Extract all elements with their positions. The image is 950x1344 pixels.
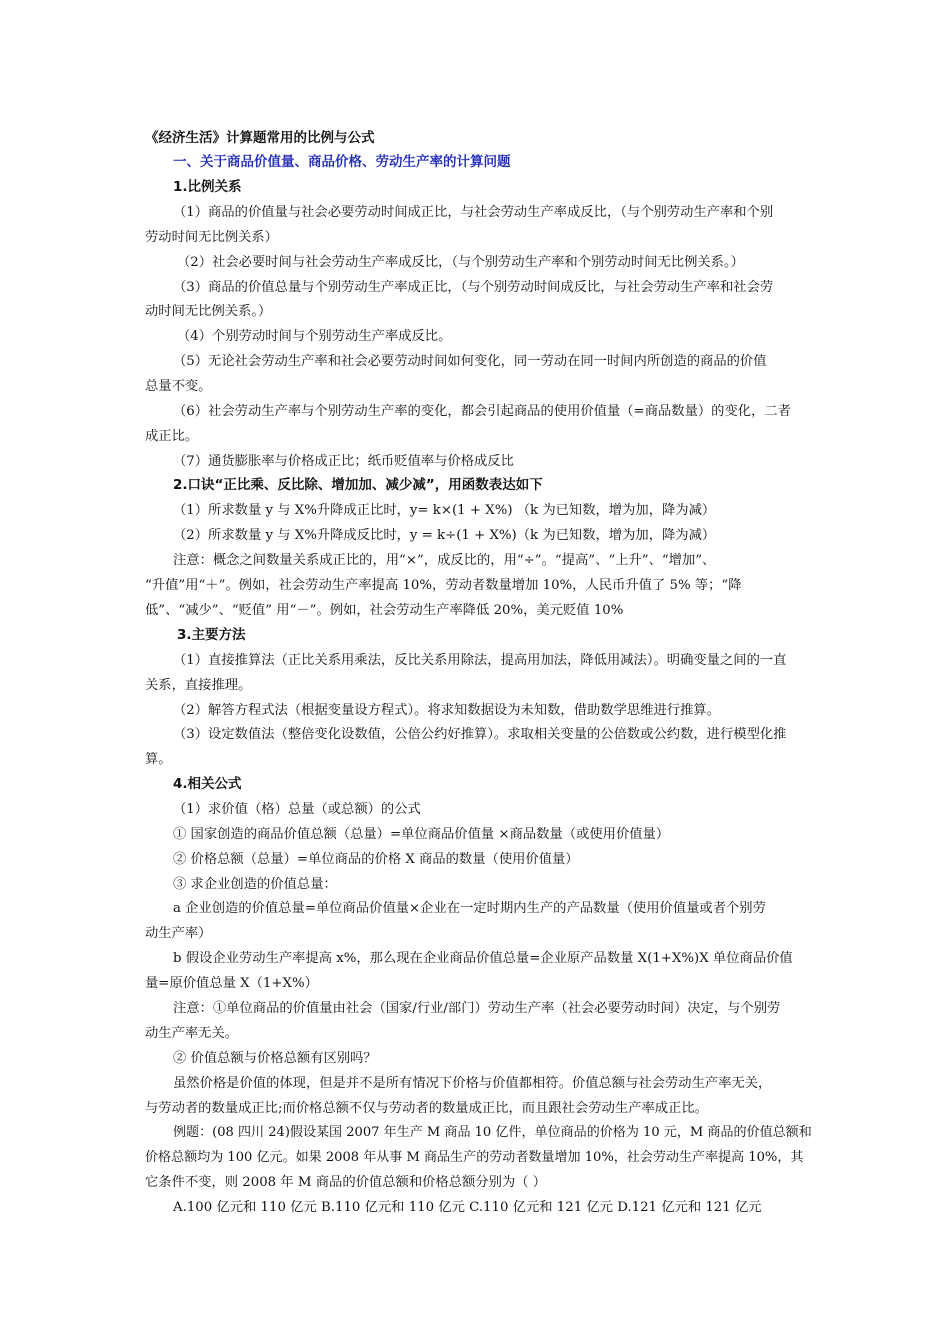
subheading-formulas: 4.相关公式 <box>173 776 242 792</box>
paragraph-line: （1）求价值（格）总量（或总额）的公式 <box>173 802 421 817</box>
paragraph-line: 动时间无比例关系。） <box>145 304 272 319</box>
paragraph-line: （3）设定数值法（整倍变化设数值，公倍公约好推算）。求取相关变量的公倍数或公约数，进行模型化推 <box>173 727 787 742</box>
paragraph-line: （5）无论社会劳动生产率和社会必要劳动时间如何变化，同一劳动在同一时间内所创造的商品的价值 <box>173 354 767 369</box>
paragraph-line: 劳动时间无比例关系） <box>145 230 278 245</box>
paragraph-line: ① 国家创造的商品价值总额（总量）=单位商品价值量 ×商品数量（或使用价值量） <box>173 827 670 842</box>
example-line: 价格总额均为 100 亿元。如果 2008 年从事 M 商品生产的劳动者数量增加 10%，社会劳动生产率提高 10%，其 <box>145 1150 804 1165</box>
paragraph-line: （3）商品的价值总量与个别劳动生产率成正比，（与个别劳动时间成反比，与社会劳动生产率和社会劳 <box>173 280 774 295</box>
paragraph-line: （1）直接推算法（正比关系用乘法，反比关系用除法，提高用加法，降低用减法）。明确变量之间的一直 <box>173 653 787 668</box>
note-line: “升值”用“＋”。例如，社会劳动生产率提高 10%，劳动者数量增加 10%，人民币升值了 5% 等；“降 <box>145 578 742 593</box>
note-line: 低”、“减少”、“贬值” 用“－”。例如，社会劳动生产率降低 20%，美元贬值 10% <box>145 603 624 618</box>
paragraph-line: 算。 <box>145 752 172 767</box>
paragraph-line: （2）解答方程式法（根据变量设方程式）。将求知数据设为未知数，借助数学思维进行推算。 <box>173 703 720 718</box>
answer-options: A.100 亿元和 110 亿元 B.110 亿元和 110 亿元 C.110 亿元和 121 亿元 D.121 亿元和 121 亿元 <box>173 1200 762 1215</box>
example-line: 例题：(08 四川 24)假设某国 2007 年生产 M 商品 10 亿件，单位商品的价格为 10 元，M 商品的价值总额和 <box>173 1125 812 1140</box>
note-line: 动生产率无关。 <box>145 1026 239 1041</box>
paragraph-line: 量=原价值总量 X（1+X%） <box>145 976 318 991</box>
paragraph-line: 动生产率） <box>145 926 212 941</box>
paragraph-line: b 假设企业劳动生产率提高 x%，那么现在企业商品价值总量=企业原产品数量 X(1+X%)X 单位商品价值 <box>173 951 793 966</box>
subheading-ratio: 1.比例关系 <box>173 179 242 195</box>
example-line: 它条件不变，则 2008 年 M 商品的价值总额和价格总额分别为（ ） <box>145 1175 547 1190</box>
paragraph-line: （7）通货膨胀率与价格成正比；纸币贬值率与价格成反比 <box>173 454 514 469</box>
section-heading: 一、关于商品价值量、商品价格、劳动生产率的计算问题 <box>173 154 511 170</box>
paragraph-line: （2）社会必要时间与社会劳动生产率成反比，（与个别劳动生产率和个别劳动时间无比例关系。） <box>177 255 744 270</box>
paragraph-line: （1）商品的价值量与社会必要劳动时间成正比，与社会劳动生产率成反比，（与个别劳动生产率和个别 <box>173 205 774 220</box>
note-line: 注意：概念之间数量关系成正比的，用“×”，成反比的，用“÷”。“提高”、“上升”、“增加”、 <box>173 553 716 568</box>
paragraph-line: ② 价格总额（总量）=单位商品的价格 X 商品的数量（使用价值量） <box>173 852 579 867</box>
paragraph-line: ③ 求企业创造的价值总量： <box>173 877 337 892</box>
paragraph-line: a 企业创造的价值总量=单位商品价值量×企业在一定时期内生产的产品数量（使用价值量或者个别劳 <box>173 901 766 916</box>
subheading-mnemonic: 2.口诀“正比乘、反比除、增加加、减少减”，用函数表达如下 <box>173 477 543 493</box>
formula-line: （1）所求数量 y 与 X%升降成正比时，y= k×(1 + X%) （k 为已知数，增为加，降为减） <box>173 503 716 518</box>
paragraph-line: 与劳动者的数量成正比;而价格总额不仅与劳动者的数量成正比，而且跟社会劳动生产率成正比。 <box>145 1101 708 1116</box>
paragraph-line: （4）个别劳动时间与个别劳动生产率成反比。 <box>177 329 452 344</box>
formula-line: （2）所求数量 y 与 X%升降成反比时，y = k÷(1 + X%)（k 为已知数，增为加，降为减） <box>173 528 716 543</box>
subheading-methods: 3.主要方法 <box>177 627 246 643</box>
document-title: 《经济生活》计算题常用的比例与公式 <box>145 130 375 146</box>
note-line: 注意：①单位商品的价值量由社会（国家/行业/部门）劳动生产率（社会必要劳动时间）决定，与个别劳 <box>173 1001 781 1016</box>
paragraph-line: ② 价值总额与价格总额有区别吗？ <box>173 1051 377 1066</box>
paragraph-line: 虽然价格是价值的体现，但是并不是所有情况下价格与价值都相符。价值总额与社会劳动生产率无关， <box>173 1076 772 1091</box>
paragraph-line: （6）社会劳动生产率与个别劳动生产率的变化，都会引起商品的使用价值量（=商品数量）的变化，二者 <box>173 404 791 419</box>
paragraph-line: 成正比。 <box>145 429 199 444</box>
paragraph-line: 总量不变。 <box>145 379 212 394</box>
paragraph-line: 关系，直接推理。 <box>145 678 252 693</box>
